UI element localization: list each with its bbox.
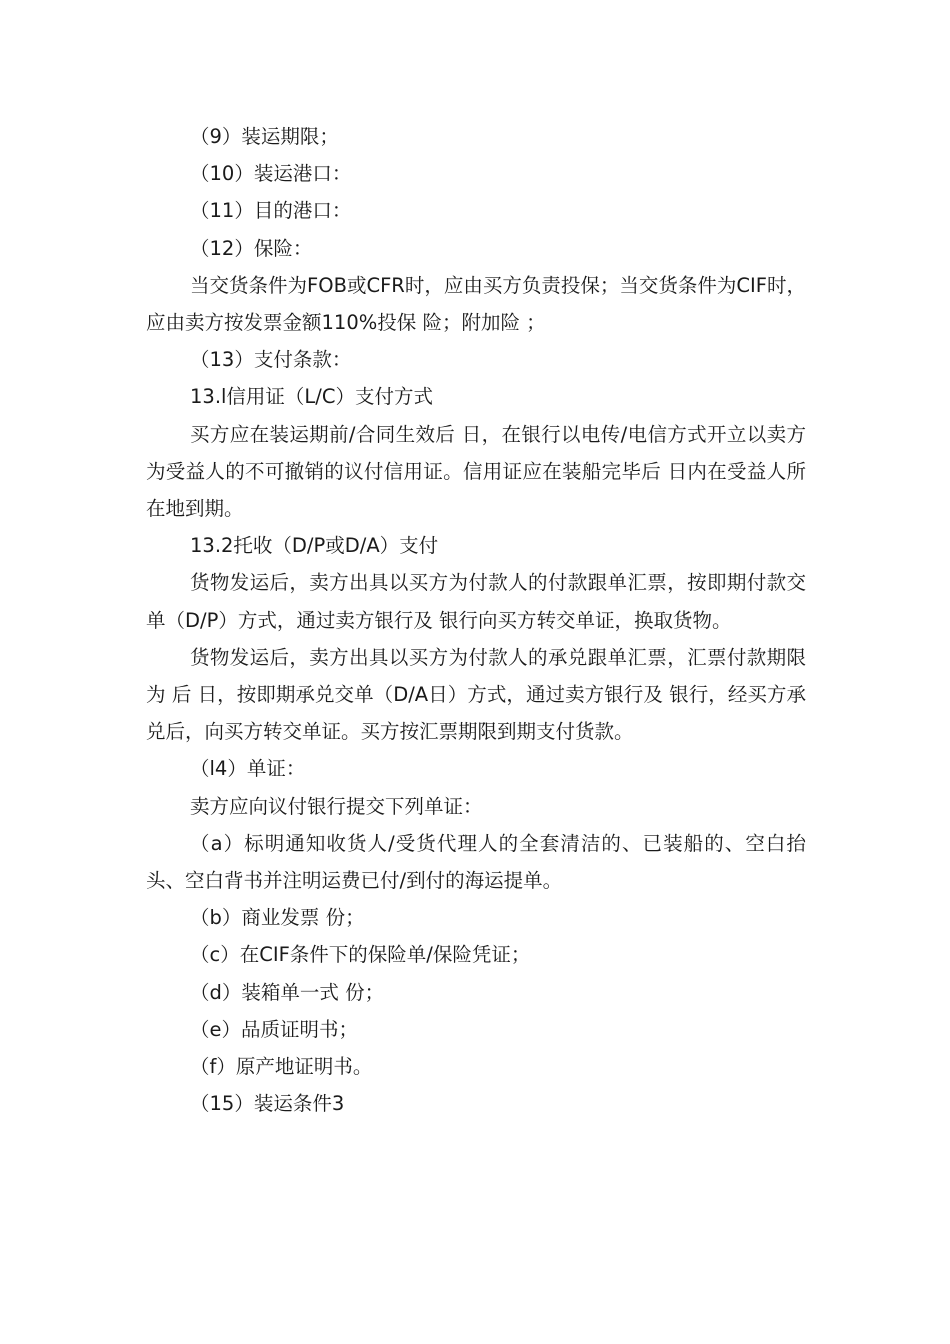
paragraph-letter-of-credit-terms: 买方应在装运期前/合同生效后 日，在银行以电传/电信方式开立以卖方为受益人的不可撤销的议付信用证。信用证应在装船完毕后 日内在受益人所在地到期。 xyxy=(146,422,806,521)
paragraph-port-of-destination: （11）目的港口： xyxy=(190,199,352,223)
paragraph-document-certificate-of-origin: （f）原产地证明书。 xyxy=(190,1055,373,1079)
paragraph-letter-of-credit-heading: 13.l信用证（L/C）支付方式 xyxy=(190,385,433,409)
paragraph-collection-dp: 货物发运后，卖方出具以买方为付款人的付款跟单汇票，按即期付款交单（D/P）方式，通过卖方银行及 银行向买方转交单证，换取货物。 xyxy=(146,571,806,632)
paragraph-insurance-heading: （12）保险： xyxy=(190,236,313,260)
paragraph-collection-heading: 13.2托收（D/P或D/A）支付 xyxy=(190,534,439,558)
paragraph-document-quality-certificate: （e）品质证明书； xyxy=(190,1017,358,1041)
document-body xyxy=(146,118,806,1122)
paragraph-document-bill-of-lading: （a）标明通知收货人/受货代理人的全套清洁的、已装船的、空白抬头、空白背书并注明运费已付/到付的海运提单。 xyxy=(146,831,806,893)
paragraph-documents-heading: （l4）单证： xyxy=(190,757,306,781)
paragraph-port-of-loading: （10）装运港口： xyxy=(190,162,352,186)
paragraph-document-commercial-invoice: （b）商业发票 份； xyxy=(190,906,365,930)
paragraph-payment-terms-heading: （13）支付条款： xyxy=(190,348,352,372)
paragraph-documents-intro: 卖方应向议付银行提交下列单证： xyxy=(190,794,483,818)
paragraph-shipment-period: （9）装运期限； xyxy=(190,125,339,148)
paragraph-document-insurance-policy: （c）在CIF条件下的保险单/保险凭证； xyxy=(190,943,531,967)
paragraph-insurance-terms: 当交货条件为FOB或CFR时，应由买方负责投保；当交货条件为CIF时，应由卖方按发票金额110%投保 险；附加险 ； xyxy=(146,273,806,335)
paragraph-collection-da: 货物发运后，卖方出具以买方为付款人的承兑跟单汇票，汇票付款期限为 后 日，按即期承兑交单（D/A日）方式，通过卖方银行及 银行，经买方承兑后，向买方转交单证。买方按汇票期限到期支付货款。 xyxy=(146,645,806,744)
paragraph-document-packing-list: （d）装箱单一式 份； xyxy=(190,980,385,1004)
paragraph-shipping-conditions-heading: （15）装运条件3 xyxy=(190,1092,345,1116)
